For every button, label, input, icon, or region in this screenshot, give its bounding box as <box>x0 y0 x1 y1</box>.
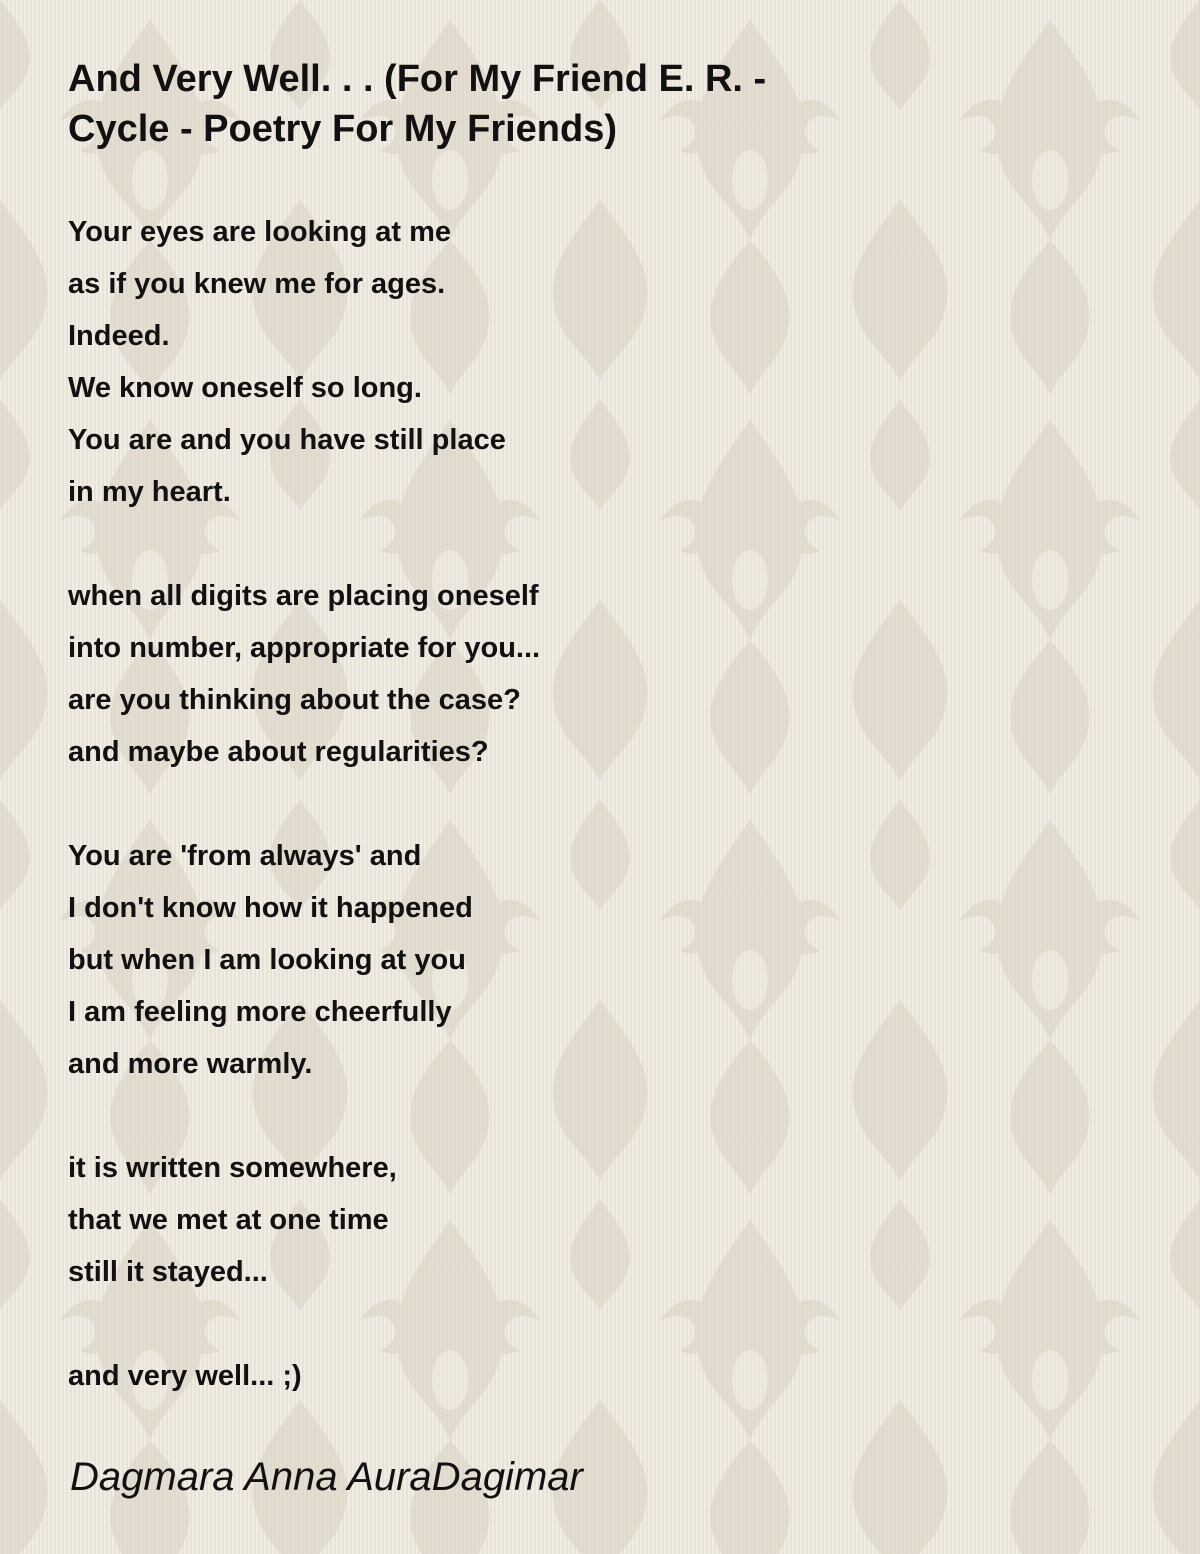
poem-line: and more warmly. <box>68 1048 313 1080</box>
poem-line: that we met at one time <box>68 1204 389 1236</box>
stanza-break <box>68 1298 1148 1350</box>
stanza-break <box>68 518 1148 570</box>
stanza-break <box>68 1090 1148 1142</box>
poem-line: I am feeling more cheerfully <box>68 996 452 1028</box>
poem-line: when all digits are placing oneself <box>68 580 539 612</box>
poem-content <box>68 54 1148 1402</box>
poem-line: still it stayed... <box>68 1256 268 1288</box>
poem-line: We know oneself so long. <box>68 372 422 404</box>
poem-line: in my heart. <box>68 476 231 508</box>
poem-line: into number, appropriate for you... <box>68 632 541 664</box>
poem-line: Indeed. <box>68 320 170 352</box>
poem-line: and maybe about regularities? <box>68 736 489 768</box>
stanza-5 <box>68 1350 1148 1402</box>
poem-line: and very well... ;) <box>68 1360 302 1392</box>
stanza-2 <box>68 570 1148 778</box>
stanza-1 <box>68 206 1148 518</box>
poem-body <box>68 206 1148 1402</box>
poem-line: it is written somewhere, <box>68 1152 397 1184</box>
stanza-break <box>68 778 1148 830</box>
poem-author: Dagmara Anna AuraDagimar <box>70 1455 583 1499</box>
poem-line: are you thinking about the case? <box>68 684 521 716</box>
poem-title <box>68 54 928 154</box>
poem-line: You are 'from always' and <box>68 840 422 872</box>
poem-title-line-2: Cycle - Poetry For My Friends) <box>68 108 618 150</box>
poem-line: I don't know how it happened <box>68 892 473 924</box>
poem-title-line-1: And Very Well. . . (For My Friend E. R. - <box>68 58 767 100</box>
stanza-4 <box>68 1142 1148 1298</box>
poem-line: You are and you have still place <box>68 424 506 456</box>
poem-line: Your eyes are looking at me <box>68 216 452 248</box>
stanza-3 <box>68 830 1148 1090</box>
poem-line: as if you knew me for ages. <box>68 268 446 300</box>
poem-line: but when I am looking at you <box>68 944 466 976</box>
